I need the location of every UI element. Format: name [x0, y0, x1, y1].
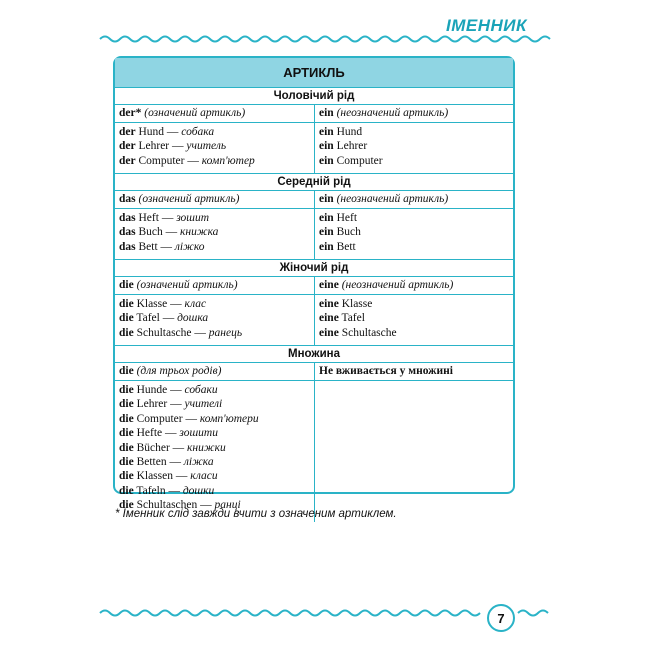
footnote: * Іменник слід завжди вчити з означеним артиклем. — [115, 508, 397, 520]
plural-definite-header: die (для трьох родів) — [119, 365, 222, 378]
feminine-examples-row — [115, 295, 513, 346]
bottom-wave-divider-tail — [518, 608, 548, 618]
list-item: der Lehrer — учитель — [119, 140, 227, 153]
list-item: der Hund — собака — [119, 126, 215, 138]
list-item: die Tafeln — дошки — [119, 484, 215, 497]
masculine-subheader-row — [115, 105, 513, 123]
page-header-title: ІМЕННИК — [446, 16, 527, 35]
list-item: die Lehrer — учителі — [119, 398, 223, 411]
list-item: ein Computer — [319, 154, 383, 167]
masculine-indefinite-header: ein (неозначений артикль) — [314, 105, 513, 122]
neuter-subheader-row — [115, 191, 513, 209]
plural-definite-examples — [115, 381, 314, 522]
masculine-definite-header: der* (означений артикль) — [119, 107, 246, 120]
list-item: das Buch — книжка — [119, 226, 219, 239]
masculine-definite-examples — [115, 123, 314, 173]
neuter-definite-examples — [115, 209, 314, 259]
list-item: die Tafel — дошка — [119, 312, 209, 325]
list-item: die Schultasche — ранець — [119, 326, 243, 339]
neuter-examples-row — [115, 209, 513, 260]
bottom-wave-divider — [100, 608, 480, 618]
section-heading-plural: Множина — [115, 346, 513, 363]
list-item: die Computer — комп'ютери — [119, 412, 259, 425]
plural-indefinite-empty — [314, 381, 513, 522]
neuter-definite-header: das (означений артикль) — [119, 193, 240, 206]
section-heading-neuter: Середній рід — [115, 174, 513, 191]
list-item: eine Schultasche — [319, 326, 397, 339]
list-item: die Betten — ліжка — [119, 456, 214, 469]
section-heading-masculine: Чоловічий рід — [115, 88, 513, 105]
list-item: ein Bett — [319, 240, 356, 253]
feminine-definite-header: die (означений артикль) — [119, 279, 238, 292]
table-title: АРТИКЛЬ — [115, 58, 513, 88]
list-item: das Heft — зошит — [119, 212, 210, 224]
list-item: die Hefte — зошити — [119, 427, 218, 440]
list-item: ein Buch — [319, 226, 361, 239]
neuter-indefinite-header: ein (неозначений артикль) — [314, 191, 513, 208]
list-item: eine Tafel — [319, 312, 365, 325]
feminine-indefinite-header: eine (неозначений артикль) — [314, 277, 513, 294]
list-item: die Bücher — книжки — [119, 441, 226, 454]
feminine-definite-examples — [115, 295, 314, 345]
list-item: das Bett — ліжко — [119, 240, 205, 253]
list-item: der Computer — комп'ютер — [119, 154, 255, 167]
feminine-indefinite-examples — [314, 295, 513, 345]
list-item: die Klasse — клас — [119, 298, 207, 310]
plural-indefinite-header: Не вживається у множині — [314, 363, 513, 380]
list-item: ein Hund — [319, 126, 363, 138]
list-item: ein Heft — [319, 212, 358, 224]
neuter-indefinite-examples — [314, 209, 513, 259]
list-item: die Hunde — собаки — [119, 384, 218, 396]
section-heading-feminine: Жіночий рід — [115, 260, 513, 277]
article-table — [113, 56, 515, 512]
feminine-subheader-row — [115, 277, 513, 295]
list-item: die Schultaschen — ранці — [119, 499, 241, 512]
list-item: die Klassen — класи — [119, 470, 218, 483]
plural-examples-row — [115, 381, 513, 522]
plural-subheader-row — [115, 363, 513, 381]
list-item: ein Lehrer — [319, 140, 368, 153]
page-number-badge: 7 — [487, 604, 515, 632]
masculine-examples-row — [115, 123, 513, 174]
list-item: eine Klasse — [319, 298, 373, 310]
masculine-indefinite-examples — [314, 123, 513, 173]
top-wave-divider — [100, 34, 550, 44]
